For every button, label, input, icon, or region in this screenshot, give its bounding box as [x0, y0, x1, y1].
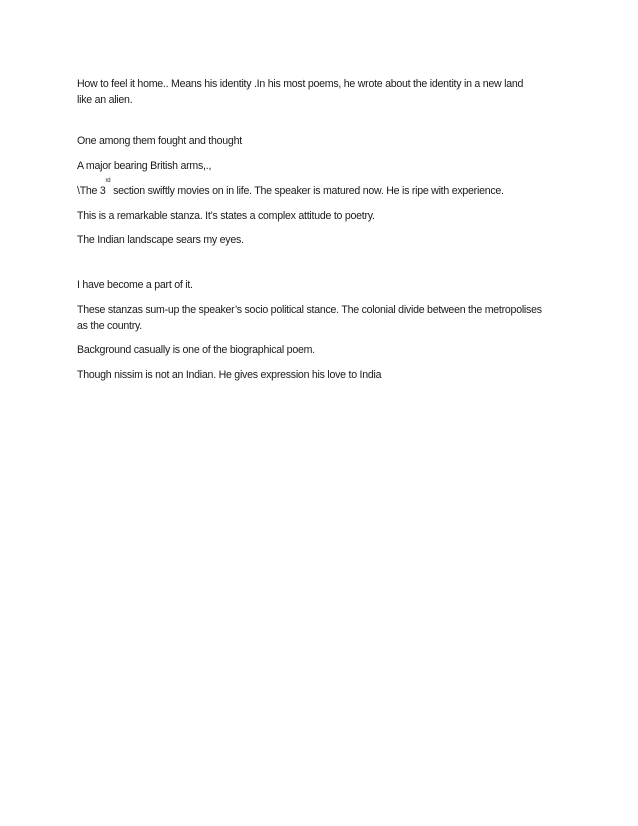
paragraph-british-arms [77, 158, 567, 174]
paragraph-line: How to feel it home.. Means his identity .In his most poems, he wrote about the identity in a new land [77, 78, 524, 90]
paragraph-text-end: section swiftly movies on in life. The speaker is matured now. He is ripe with experience. [110, 185, 504, 197]
paragraph-text-start: \The 3 [77, 185, 106, 197]
paragraph-line: The Indian landscape sears my eyes. [77, 234, 244, 246]
paragraph-line: as the country. [77, 320, 142, 332]
paragraph-line: This is a remarkable stanza. It’s states a complex attitude to poetry. [77, 210, 375, 222]
paragraph-nissim [77, 367, 567, 383]
paragraph-line: Background casually is one of the biographical poem. [77, 344, 315, 356]
paragraph-background [77, 342, 567, 358]
paragraph-line: Though nissim is not an Indian. He gives expression his love to India [77, 369, 382, 381]
paragraph-third-section [77, 178, 567, 199]
paragraph-line [77, 178, 567, 199]
paragraph-line: One among them fought and thought [77, 135, 242, 147]
paragraph-line: like an alien. [77, 94, 133, 106]
paragraph-become-part [77, 277, 567, 293]
paragraph-indian-landscape [77, 232, 567, 248]
ordinal-superscript: rd [105, 178, 111, 184]
paragraph-stanzas-sum-up [77, 302, 567, 334]
paragraph-one-among [77, 133, 567, 149]
paragraph-line: I have become a part of it. [77, 279, 193, 291]
paragraph-remarkable-stanza [77, 208, 567, 224]
paragraph-line: These stanzas sum-up the speaker’s socio political stance. The colonial divide between the metropolises [77, 304, 542, 316]
paragraph-identity [77, 76, 567, 108]
paragraph-line: A major bearing British arms,., [77, 160, 212, 172]
